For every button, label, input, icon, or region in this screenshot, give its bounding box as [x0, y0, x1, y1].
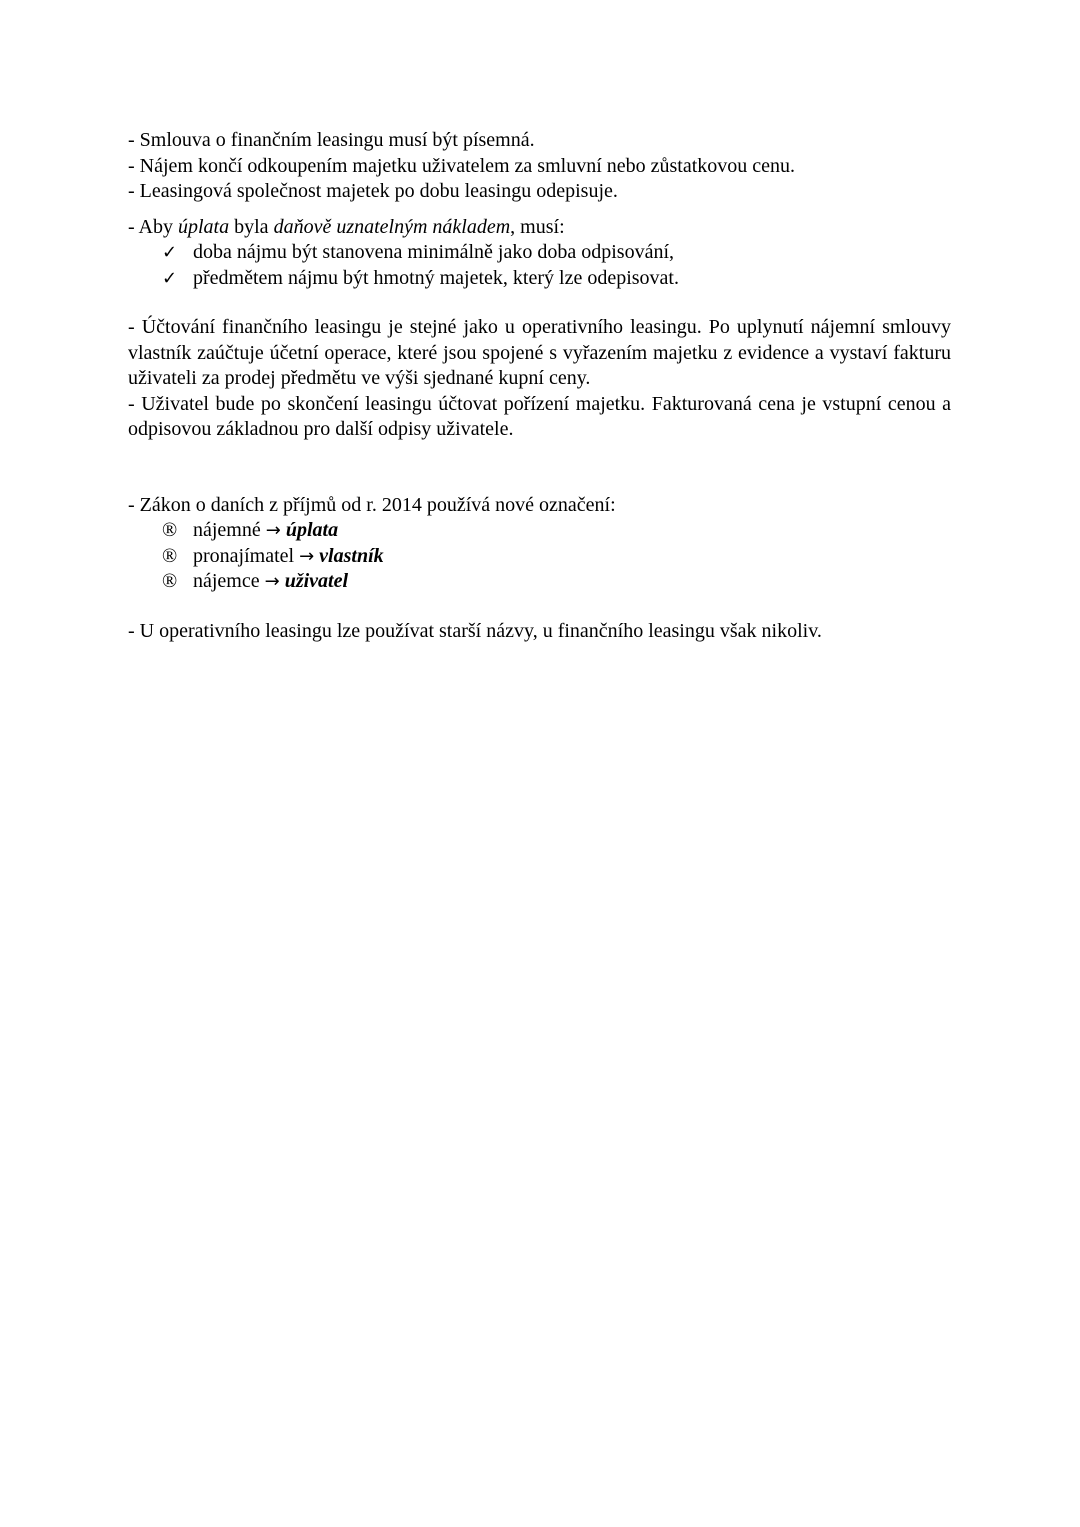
law-intro: - Zákon o daních z příjmů od r. 2014 používá nové označení:: [128, 493, 616, 516]
condition-bullet-2: ✓ předmětem nájmu být hmotný majetek, který lze odepisovat.: [128, 266, 951, 292]
document-page: [128, 128, 951, 644]
spacer: [128, 205, 951, 215]
accounting-paragraph-1: - Účtování finančního leasingu je stejné jako u operativního leasingu. Po uplynutí nájemní smlouvy vlastník zaúčtuje účetní operace, které jsou spojené s vyřazením majetku z evidence a vystaví fakturu uživateli za prodej předmětu ve výši sjednané kupní ceny.: [128, 316, 951, 389]
spacer: [128, 291, 951, 315]
law-term-2: ® pronajímatel → vlastník: [128, 544, 951, 570]
registered-icon: ®: [162, 570, 178, 592]
arrow-right-icon: →: [264, 571, 280, 592]
intro-line-3: - Leasingová společnost majetek po dobu leasingu odepisuje.: [128, 180, 618, 202]
condition-heading: - Aby úplata byla daňově uznatelným nákladem, musí:: [128, 215, 565, 238]
law-term-1: ® nájemné → úplata: [128, 518, 951, 544]
condition-bullet-1: ✓ doba nájmu být stanovena minimálně jako doba odpisování,: [128, 240, 951, 266]
intro-line-2: - Nájem končí odkoupením majetku uživatelem za smluvní nebo zůstatkovou cenu.: [128, 154, 796, 177]
check-mark-icon: ✓: [162, 267, 178, 289]
intro-line-1: - Smlouva o finančním leasingu musí být písemná.: [128, 129, 535, 151]
term-danove-uznatelny-naklad: daňově uznatelným nákladem: [273, 215, 511, 238]
closing-line: - U operativního leasingu lze používat starší názvy, u finančního leasingu však nikoliv.: [128, 619, 822, 642]
registered-icon: ®: [162, 519, 178, 541]
check-mark-icon: ✓: [162, 242, 178, 263]
law-term-3: ® nájemce → uživatel: [128, 569, 951, 595]
term-uplata: úplata: [178, 215, 230, 238]
accounting-paragraph-2: - Uživatel bude po skončení leasingu účtovat pořízení majetku. Fakturovaná cena je vstupní cenou a odpisovou základnou pro další odpisy uživatele.: [128, 392, 951, 440]
spacer: [128, 443, 951, 493]
arrow-right-icon: →: [265, 520, 281, 541]
registered-icon: ®: [162, 544, 178, 567]
spacer: [128, 595, 951, 619]
arrow-right-icon: →: [299, 545, 315, 567]
